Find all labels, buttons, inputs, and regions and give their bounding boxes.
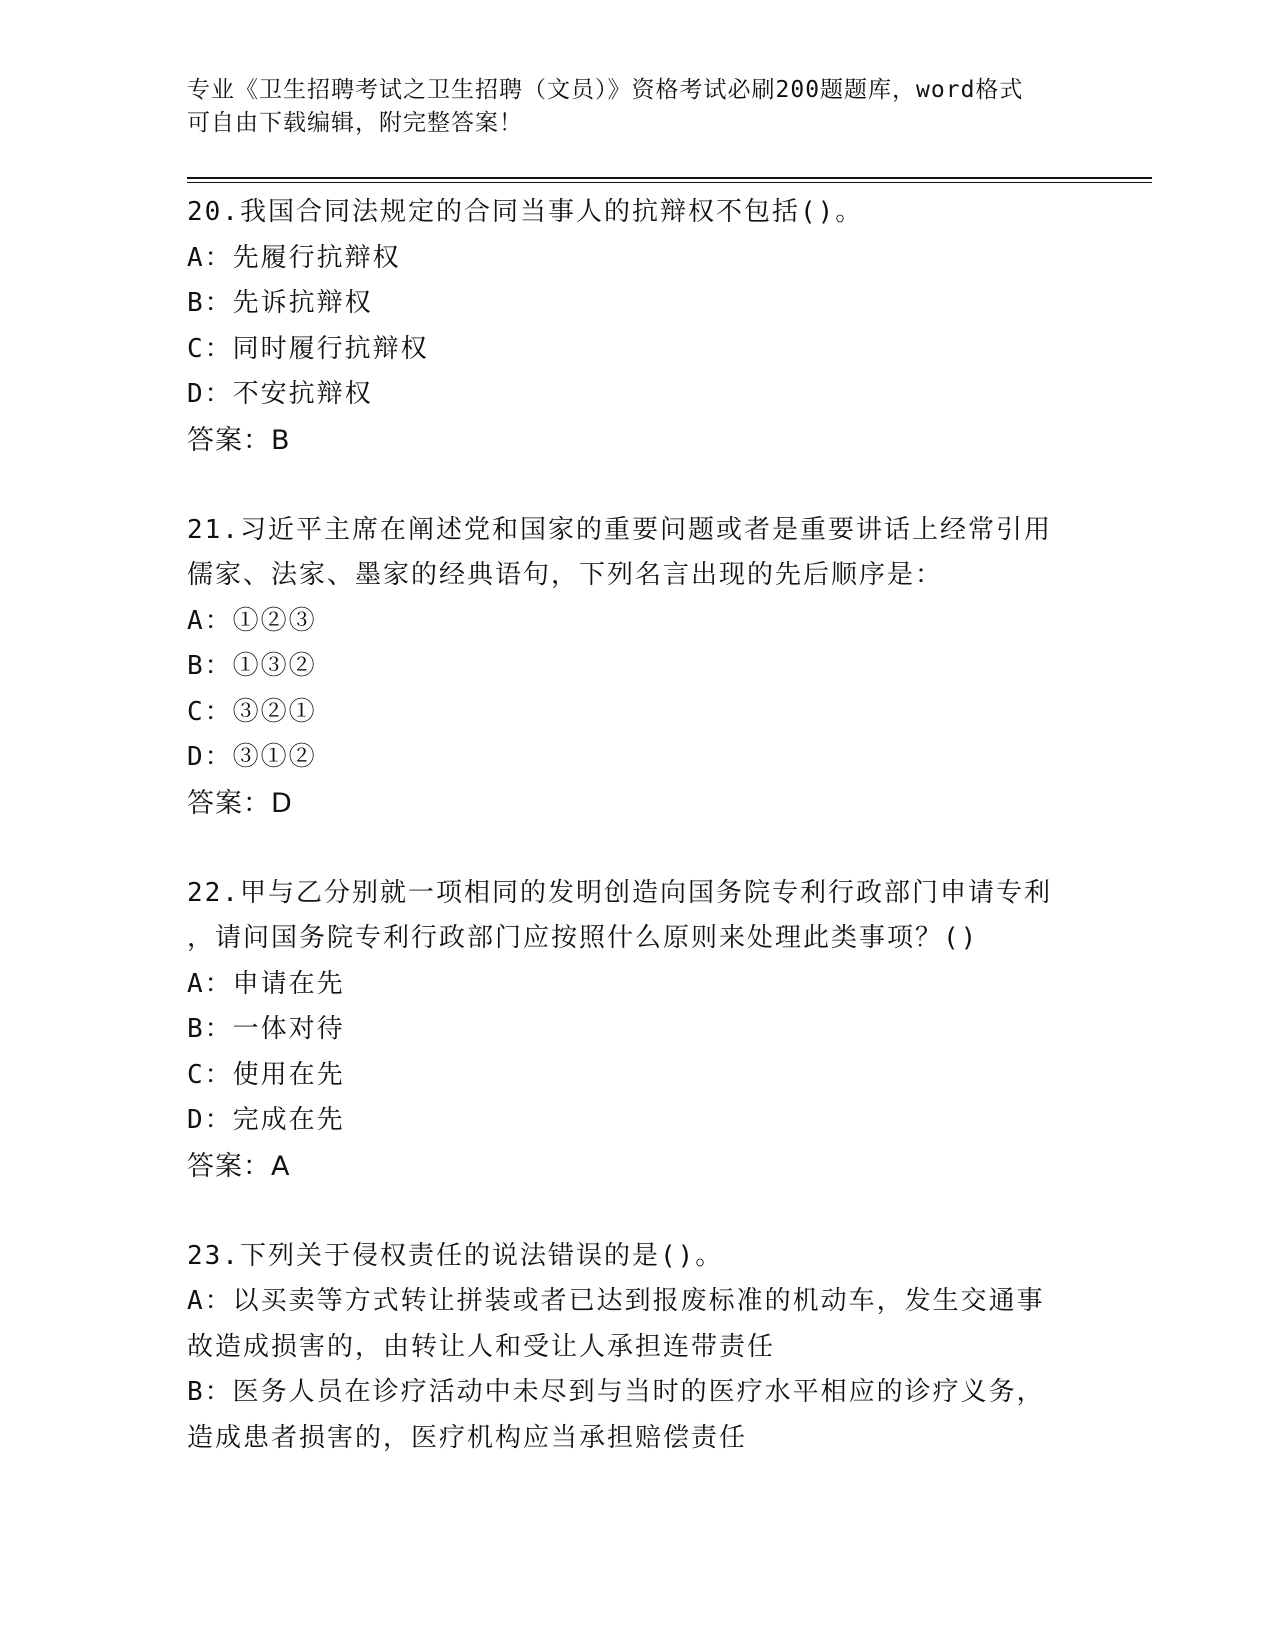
option-c: C：同时履行抗辩权 (187, 333, 429, 364)
question-stem-continued: 儒家、法家、墨家的经典语句，下列名言出现的先后顺序是： (187, 560, 944, 590)
header-divider-thin (187, 182, 1152, 183)
answer: 答案：B (187, 424, 291, 456)
option-c: C：③②① (187, 696, 317, 727)
answer: 答案：D (187, 787, 293, 819)
header-divider-thick (187, 177, 1152, 179)
question-21 (187, 508, 1087, 827)
option-a: A：先履行抗辩权 (187, 242, 401, 273)
option-b: B：先诉抗辩权 (187, 288, 373, 318)
document-header (187, 74, 1067, 140)
question-list (187, 190, 1087, 1461)
option-a-continued: 故造成损害的，由转让人和受让人承担连带责任 (187, 1331, 776, 1362)
option-b: B：①③② (187, 651, 317, 681)
option-c: C：使用在先 (187, 1059, 345, 1090)
option-a: A：①②③ (187, 605, 317, 636)
question-23 (187, 1234, 1087, 1462)
option-a: A：以买卖等方式转让拼装或者已达到报废标准的机动车，发生交通事 (187, 1286, 1045, 1316)
option-b: B：医务人员在诊疗活动中未尽到与当时的医疗水平相应的诊疗义务， (187, 1377, 1045, 1407)
answer: 答案：A (187, 1150, 291, 1182)
question-stem: 23.下列关于侵权责任的说法错误的是()。 (187, 1240, 724, 1271)
question-22 (187, 871, 1087, 1190)
question-stem-continued: ，请问国务院专利行政部门应按照什么原则来处理此类事项？() (187, 923, 979, 953)
option-d: D：③①② (187, 742, 317, 772)
header-line-1: 专业《卫生招聘考试之卫生招聘（文员）》资格考试必刷200题题库，word格式 (187, 77, 1024, 103)
header-line-2: 可自由下载编辑，附完整答案！ (187, 110, 523, 136)
option-b: B：一体对待 (187, 1014, 345, 1044)
option-a: A：申请在先 (187, 968, 345, 999)
question-stem: 21.习近平主席在阐述党和国家的重要问题或者是重要讲话上经常引用 (187, 514, 1052, 545)
option-d: D：完成在先 (187, 1105, 345, 1135)
option-d: D：不安抗辩权 (187, 379, 373, 409)
option-b-continued: 造成患者损害的，医疗机构应当承担赔偿责任 (187, 1422, 748, 1453)
question-20 (187, 190, 1087, 464)
question-stem: 20.我国合同法规定的合同当事人的抗辩权不包括()。 (187, 197, 864, 227)
question-stem: 22.甲与乙分别就一项相同的发明创造向国务院专利行政部门申请专利 (187, 877, 1052, 908)
